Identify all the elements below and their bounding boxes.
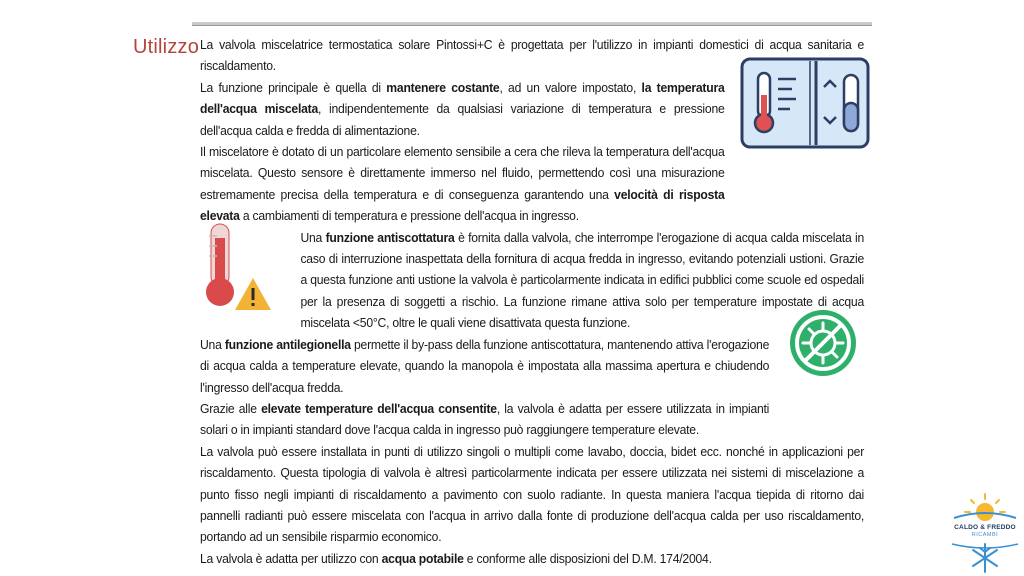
usage-body [200, 34, 864, 569]
paragraph-high-temperature: Grazie alle elevate temperature dell'acqua consentite, la valvola è adatta per essere utilizzata in impianti solari o in impianti standard dove l'acqua calda in ingresso può raggiungere temperature elevate. [200, 400, 770, 438]
virus-icon-spacer [780, 334, 864, 404]
paragraph-anti-scald: Una funzione antiscottatura è fornita dalla valvola, che interrompe l'erogazione di acqua calda miscelata in caso di interruzione inaspettata della fornitura di acqua fredda in ingresso, evitando potenziali ustioni. Grazie a questa funzione anti ustione la valvola è particolarmente indicata in edifici pubblici come scuole ed ospedali per la presenza di soggetti a rischio. La funzione rimane attiva solo per temperature impostate di acqua miscelata <50°C, oltre le quali viene disattivata questa funzione. [300, 229, 865, 331]
paragraph-sensor: Il miscelatore è dotato di un particolare elemento sensibile a cera che rileva la temperatura dell'acqua miscelata. Questo sensore è direttamente immerso nel fluido, permettendo così una misurazione estremamente precisa della temperatura e di conseguenza garantendo una velocità di risposta elevata a cambiamenti di temperatura e pressione dell'acqua in ingresso. [200, 144, 725, 224]
panel-icon-spacer [734, 81, 864, 181]
logo-brand-sub: RICAMBI [971, 532, 999, 538]
company-logo [946, 488, 1024, 576]
paragraph-main-function: La funzione principale è quella di mantenere costante, ad un valore impostato, la temperatura dell'acqua miscelata, indipendentemente da qualsiasi variazione di temperatura e pressione dell'acqua calda e fredda di alimentazione. [200, 79, 725, 138]
paragraph-installation: La valvola può essere installata in punti di utilizzo singoli o multipli come lavabo, doccia, bidet ecc. nonché in applicazioni per riscaldamento. Questa tipologia di valvola è altresì particolarmente indicata per essere utilizzata nei sistemi di miscelazione a punto fisso negli impianti di riscaldamento a pavimento con suolo radiante. In questa maniera l'acqua tiepida di ritorno dai pannelli radianti può essere miscelata con l'acqua in arrivo dalla fonte di produzione dell'acqua calda per uso riscaldamento, portando ad un sensibile risparmio economico. [200, 443, 865, 545]
section-title: Utilizzo [133, 36, 200, 58]
paragraph-anti-legionella: Una funzione antilegionella permette il by-pass della funzione antiscottatura, mantenendo attiva l'erogazione di acqua calda a temperature elevate, quando la manopola è impostata alla massima apertura e chiudendo l'ingresso dell'acqua fredda. [200, 336, 770, 395]
top-divider [192, 22, 872, 26]
paragraph-potable-water: La valvola è adatta per utilizzo con acqua potabile e conforme alle disposizioni del D.M. 174/2004. [200, 550, 712, 566]
thermometer-icon-spacer [200, 229, 293, 324]
logo-brand-name: CALDO & FREDDO [954, 524, 1016, 531]
paragraph-intro: La valvola miscelatrice termostatica solare Pintossi+C è progettata per l'utilizzo in impianti domestici di acqua sanitaria e riscaldamento. [200, 37, 865, 74]
